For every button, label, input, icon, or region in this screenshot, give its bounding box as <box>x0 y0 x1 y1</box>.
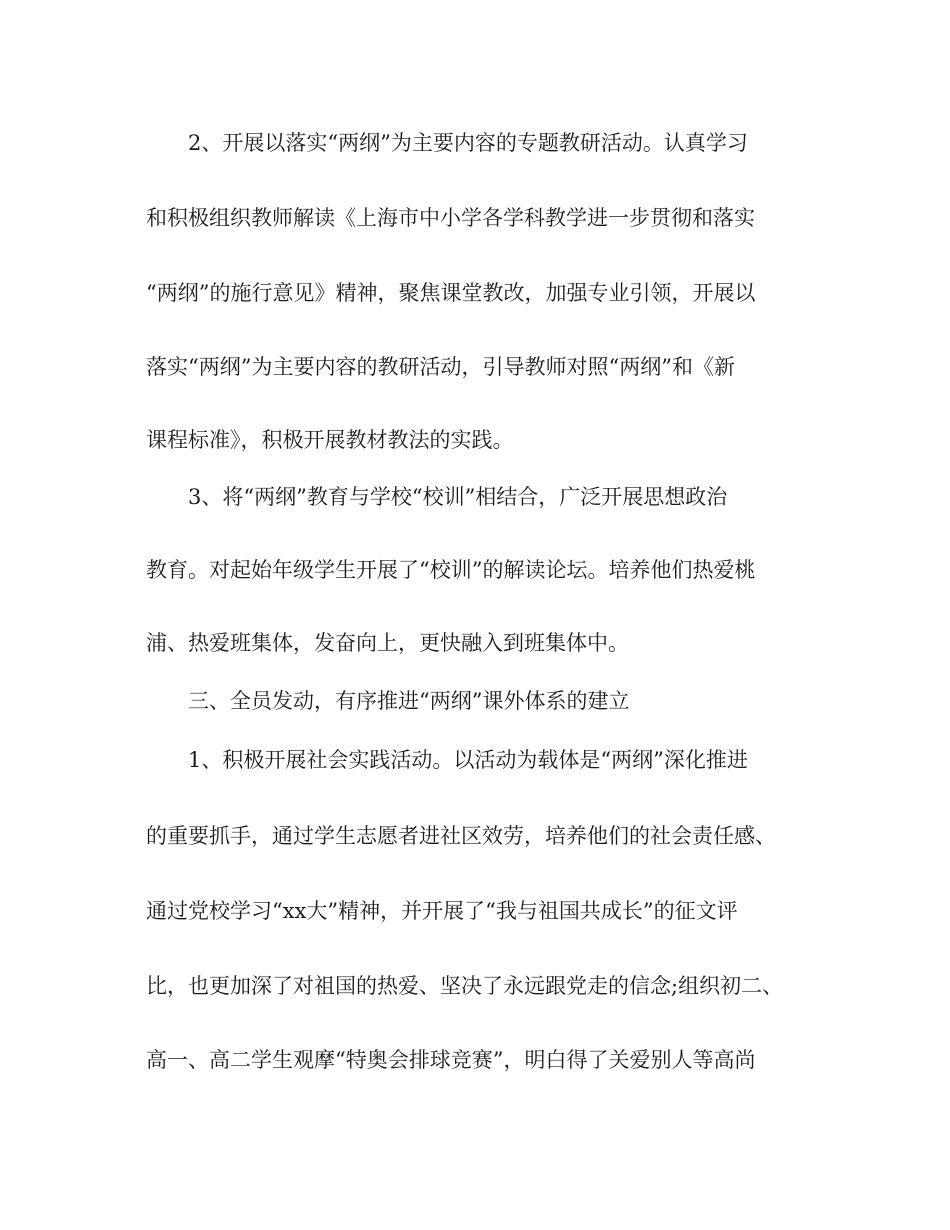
paragraph-line: 的重要抓手，通过学生志愿者进社区效劳，培养他们的社会责任感、 <box>146 824 776 848</box>
paragraph-line: 课程标准》，积极开展教材教法的实践。 <box>146 428 514 452</box>
paragraph-line: 高一、高二学生观摩“特奥会排球竞赛”，明白得了关爱别人等高尚 <box>146 1048 756 1072</box>
paragraph-line: 比，也更加深了对祖国的热爱、坚决了永远跟党走的信念;组织初二、 <box>146 974 784 998</box>
paragraph-line: 3、将“两纲”教育与学校“校训”相结合，广泛开展思想政治 <box>188 485 728 509</box>
paragraph-line: 落实“两纲”为主要内容的教研活动，引导教师对照“两纲”和《新 <box>146 355 735 379</box>
paragraph-line: “两纲”的施行意见》精神，聚焦课堂教改，加强专业引领，开展以 <box>146 281 756 305</box>
paragraph-line: 教育。对起始年级学生开展了“校训”的解读论坛。培养他们热爱桃 <box>146 558 756 582</box>
paragraph-line: 2、开展以落实“两纲”为主要内容的专题教研活动。认真学习 <box>188 131 748 155</box>
paragraph-line: 通过党校学习“xx大”精神，并开展了“我与祖国共成长”的征文评 <box>146 899 738 923</box>
paragraph-line: 1、积极开展社会实践活动。以活动为载体是“两纲”深化推进 <box>188 748 748 772</box>
section-heading: 三、全员发动，有序推进“两纲”课外体系的建立 <box>188 689 630 713</box>
paragraph-line: 浦、热爱班集体，发奋向上，更快融入到班集体中。 <box>146 631 629 655</box>
paragraph-line: 和积极组织教师解读《上海市中小学各学科教学进一步贯彻和落实 <box>146 206 755 230</box>
